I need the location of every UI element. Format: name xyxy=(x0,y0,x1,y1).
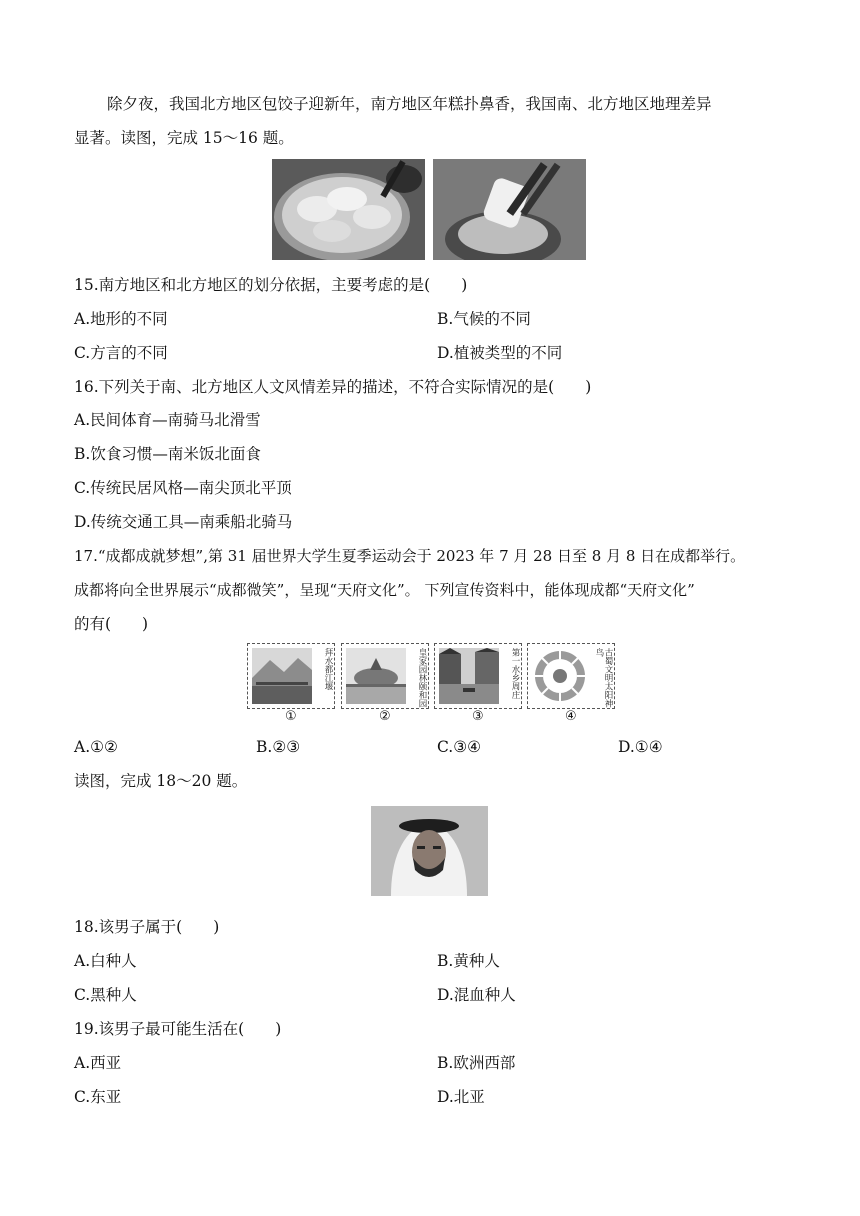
panel-number-3: ③ xyxy=(472,709,484,724)
man-photo xyxy=(371,806,488,896)
dumplings-photo xyxy=(272,159,425,260)
zhouzhuang-image xyxy=(439,648,499,704)
rice-cake-photo xyxy=(433,159,586,260)
intro-2: 读图，完成 18～20 题。 xyxy=(74,772,248,790)
q15-option-a[interactable]: A.地形的不同 xyxy=(74,310,168,328)
summer-palace-image xyxy=(346,648,406,704)
panel-sun-bird xyxy=(527,643,615,709)
q15-option-c[interactable]: C.方言的不同 xyxy=(74,344,168,362)
q18-option-d[interactable]: D.混血种人 xyxy=(437,986,516,1004)
panel-caption-1: 拜水都江堰 xyxy=(323,648,333,691)
intro-line-2: 显著。读图，完成 15～16 题。 xyxy=(74,129,294,147)
panel-number-2: ② xyxy=(379,709,391,724)
q15-option-d[interactable]: D.植被类型的不同 xyxy=(437,344,563,362)
q19-option-d[interactable]: D.北亚 xyxy=(437,1088,485,1106)
q16-option-a[interactable]: A.民间体育—南骑马北滑雪 xyxy=(74,411,261,429)
panel-number-1: ① xyxy=(285,709,297,724)
q15-stem: 15.南方地区和北方地区的划分依据，主要考虑的是( ) xyxy=(74,276,468,294)
panel-number-4: ④ xyxy=(565,709,577,724)
q16-option-d[interactable]: D.传统交通工具—南乘船北骑马 xyxy=(74,513,293,531)
sun-bird-icon xyxy=(532,648,592,704)
q17-option-a[interactable]: A.①② xyxy=(74,738,118,756)
intro-line-1: 除夕夜，我国北方地区包饺子迎新年，南方地区年糕扑鼻香，我国南、北方地区地理差异 xyxy=(107,95,712,113)
panel-zhouzhuang xyxy=(434,643,522,709)
panel-summer-palace xyxy=(341,643,429,709)
panel-dujiangyan xyxy=(247,643,335,709)
q16-stem: 16.下列关于南、北方地区人文风情差异的描述，不符合实际情况的是( ) xyxy=(74,378,592,396)
panel-caption-2: 皇家园林颐和园 xyxy=(417,648,427,708)
q18-option-b[interactable]: B.黄种人 xyxy=(437,952,500,970)
panel-caption-3: 第一水乡周庄 xyxy=(510,648,520,699)
panel-caption-4: 古蜀文明太阳神鸟 xyxy=(594,648,613,708)
q19-option-b[interactable]: B.欧洲西部 xyxy=(437,1054,516,1072)
q17-option-b[interactable]: B.②③ xyxy=(256,738,301,756)
q17-option-c[interactable]: C.③④ xyxy=(437,738,482,756)
q16-option-b[interactable]: B.饮食习惯—南米饭北面食 xyxy=(74,445,261,463)
dujiangyan-image xyxy=(252,648,312,704)
q16-option-c[interactable]: C.传统民居风格—南尖顶北平顶 xyxy=(74,479,292,497)
q18-stem: 18.该男子属于( ) xyxy=(74,918,220,936)
q19-option-c[interactable]: C.东亚 xyxy=(74,1088,122,1106)
q17-stem-line-1: 17.“成都成就梦想”,第 31 届世界大学生夏季运动会于 2023 年 7 月 28 日至 8 月 8 日在成都举行。 xyxy=(74,547,746,565)
q15-option-b[interactable]: B.气候的不同 xyxy=(437,310,531,328)
q19-option-a[interactable]: A.西亚 xyxy=(74,1054,122,1072)
q18-option-c[interactable]: C.黑种人 xyxy=(74,986,137,1004)
q17-option-d[interactable]: D.①④ xyxy=(618,738,663,756)
q17-stem-line-3: 的有( ) xyxy=(74,615,149,633)
q17-stem-line-2: 成都将向全世界展示“成都微笑”，呈现“天府文化”。 下列宣传资料中，能体现成都“天府文化” xyxy=(74,581,695,599)
q18-option-a[interactable]: A.白种人 xyxy=(74,952,137,970)
q19-stem: 19.该男子最可能生活在( ) xyxy=(74,1020,282,1038)
